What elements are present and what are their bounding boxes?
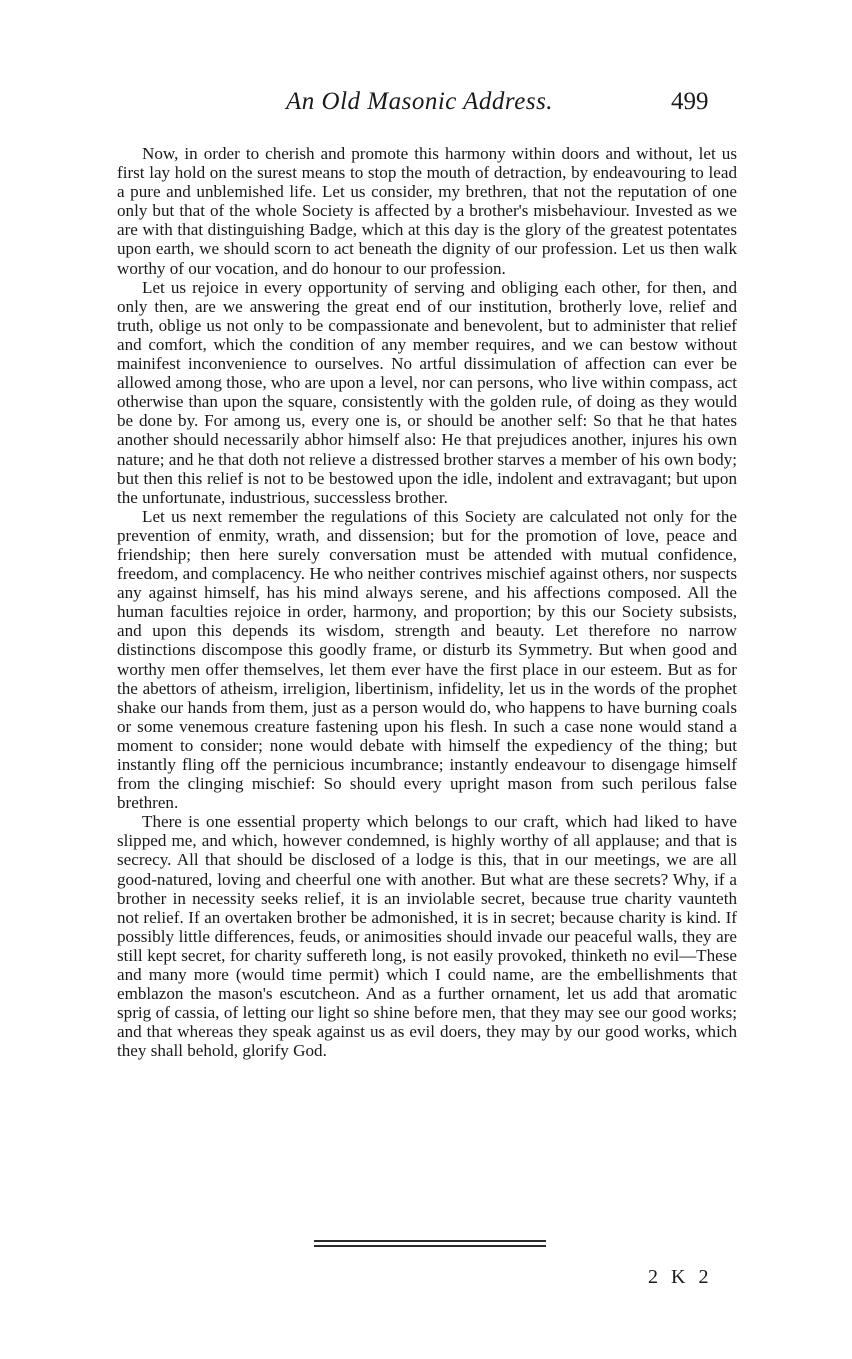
signature-mark: 2 K 2 — [648, 1266, 713, 1288]
article-body — [117, 144, 737, 1061]
rule-line — [314, 1240, 546, 1242]
paragraph: There is one essential property which belongs to our craft, which had liked to have slipped me, and which, however condemned, is highly worthy of all applause; and that is secrecy. All that should be disclosed of a lodge is this, that in our meetings, we are all good-natured, loving and cheerful one with another. But what are these secrets? Why, if a brother in necessity seeks relief, it is an inviolable secret, because true charity vaunteth not relief. If an overtaken brother be admonished, it is in secret; because charity is kind. If possibly little differences, feuds, or animosities should invade our peaceful walls, they are still kept secret, for charity suffereth long, is not easily provoked, thinketh no evil—These and many more (would time permit) which I could name, are the embellishments that emblazon the mason's escutcheon. And as a further ornament, let us add that aromatic sprig of cassia, of letting our light so shine before men, that they may see our good works; and that whereas they speak against us as evil doers, they may by our good works, which they shall behold, glorify God. — [117, 812, 737, 1061]
paragraph: Let us rejoice in every opportunity of serving and obliging each other, for then, and only then, are we answering the great end of our institution, brotherly love, relief and truth, oblige us not only to be compassionate and benevolent, but to administer that relief and comfort, which the condition of any member requires, and we can bestow without mainifest inconvenience to ourselves. No artful dissimulation of affection can ever be allowed among those, who are upon a level, nor can persons, who live within compass, act otherwise than upon the square, consistently with the golden rule, of doing as they would be done by. For among us, every one is, or should be another self: So that he that hates another should necessarily abhor himself also: He that prejudices another, injures his own nature; and he that doth not relieve a distressed brother starves a member of his own body; but then this relief is not to be bestowed upon the idle, indolent and extravagant; but upon the unfortunate, industrious, successless brother. — [117, 277, 737, 507]
paragraph: Let us next remember the regulations of this Society are calculated not only for the prevention of enmity, wrath, and dissension; but for the promotion of love, peace and friendship; then here surely conversation must be attended with mutual confidence, freedom, and complacency. He who neither contrives mischief against others, nor suspects any against himself, has his mind always serene, and his affections composed. All the human faculties rejoice in order, harmony, and proportion; by this our Society subsists, and upon this depends its wisdom, strength and beauty. Let therefore no narrow distinctions discompose this goodly frame, or disturb its Symmetry. But when good and worthy men offer themselves, let them ever have the first place in our esteem. But as for the abettors of atheism, irreligion, libertinism, infidelity, let us in the words of the prophet shake our hands from them, just as a person would do, who happens to have burning coals or some venemous creature fastening upon his flesh. In such a case none would stand a moment to consider; none would debate with himself the expediency of the thing; but instantly fling off the pernicious incumbrance; instantly endeavour to disengage himself from the clinging mischief: So should every upright mason from such perilous false brethren. — [117, 506, 737, 813]
page-header — [0, 88, 852, 128]
rule-line — [314, 1245, 546, 1247]
section-end-rule — [314, 1240, 546, 1248]
paragraph: Now, in order to cherish and promote this harmony within doors and without, let us first lay hold on the surest means to stop the mouth of detraction, by endeavouring to lead a pure and unblemished life. Let us consider, my brethren, that not the reputation of one only but that of the whole Society is affected by a brother's misbehaviour. Invested as we are with that distinguishing Badge, which at this day is the glory of the greatest potentates upon earth, we should scorn to act beneath the dignity of our profession. Let us then walk worthy of our vocation, and do honour to our profession. — [117, 144, 737, 278]
running-title: An Old Masonic Address. — [286, 88, 554, 115]
page-number: 499 — [671, 88, 709, 115]
